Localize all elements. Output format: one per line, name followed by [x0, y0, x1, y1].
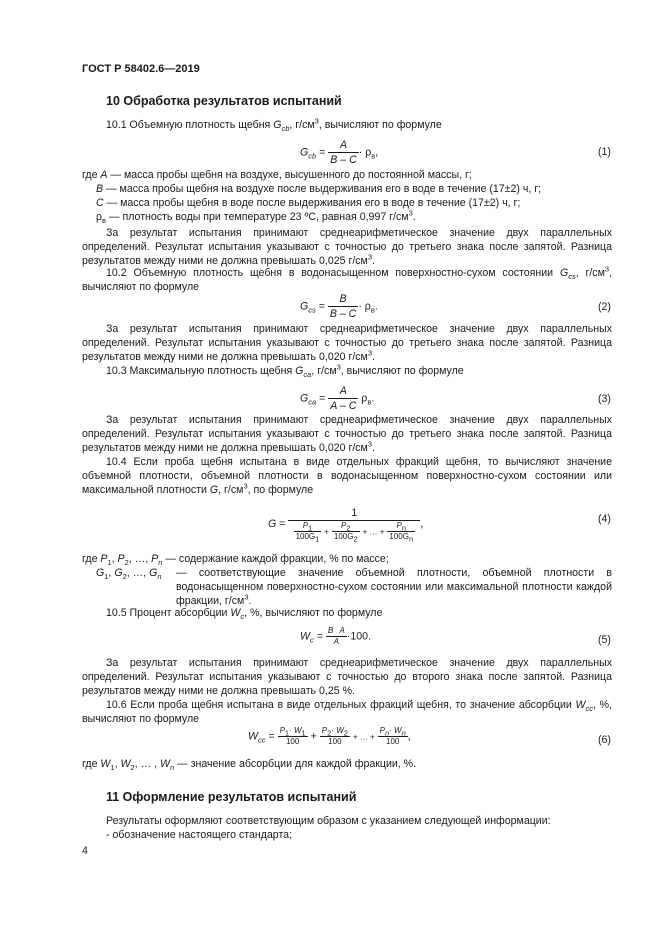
- result-paragraph-3: За результат испытания принимают среднеарифметическое значение двух параллельных определений. Результат испытания указывают с точностью до третьего знака после запятой. Разница результатов между ними не должна превышать 0,020 $г/см^3$.: [82, 414, 612, 454]
- formula-5: $W_c$ = $\frac{\text{B A}}{A}$ ·100.: [300, 626, 372, 646]
- formula-3-number: (3): [598, 393, 611, 405]
- formula-6-number: (6): [598, 734, 611, 746]
- result-paragraph-2: За результат испытания принимают среднеарифметическое значение двух параллельных определений. Результат испытания указывают с точностью до третьего знака после запятой. Разница результатов между ними не должна превышать 0,020 $г/см^3$.: [82, 323, 612, 363]
- formula-1-number: (1): [598, 146, 611, 158]
- where-4b-symbols: $G_1$, $G_2$, …, $G_n$: [96, 567, 162, 582]
- where-a: где A — масса пробы щебня на воздухе, высушенного до постоянной массы, г;: [82, 169, 472, 181]
- where-4b-text: — соответствующие значение объемной плотности, объемной плотности в водонасыщенном поверхностно-сухом состоянии или максимальной плотности каждой фракции, $г/см^3$.: [176, 567, 612, 607]
- where-4a: где $P_1$, $P_2$, …, $P_n$ — содержание каждой фракции, % по массе;: [82, 553, 389, 568]
- paragraph-10-6: 10.6 Если проба щебня испытана в виде отдельных фракций щебня, то значение абсорбции $W_{cc}$, %, вычисляют по формуле: [82, 699, 612, 725]
- paragraph-10-5: 10.5 Процент абсорбции $W_c$, %, вычисляют по формуле: [106, 607, 383, 622]
- result-paragraph-4: За результат испытания принимают среднеарифметическое значение двух параллельных определений. Результат испытания указывают с точностью до второго знака после запятой. Разница результатов между ними не должна превышать 0,25 %.: [82, 657, 612, 697]
- section-11-intro: Результаты оформляют соответствующим образом с указанием следующей информации:: [106, 815, 551, 827]
- where-b: B — масса пробы щебня на воздухе после выдерживания его в воде в течение (17±2) ч, г;: [96, 183, 542, 195]
- where-rho: $\rho_в$ — плотность воды при температуре 23 ºС, равная 0,997 $г/см^3$.: [96, 208, 416, 226]
- formula-3: $G_{са}$ = $\frac{A}{A - C}$ $\rho_в$.: [300, 385, 375, 412]
- page-header: ГОСТ Р 58402.6—2019: [82, 63, 200, 75]
- page-number: 4: [82, 845, 88, 857]
- where-c: C — масса пробы щебня в воде после выдерживания его в воде в течение (17±2) ч, г;: [96, 197, 521, 209]
- result-paragraph-1: За результат испытания принимают среднеарифметическое значение двух параллельных определений. Результат испытания указывают с точностью до третьего знака после запятой. Разница результатов между ними не должна превышать 0,025 $г/см^3$.: [82, 227, 612, 267]
- formula-5-number: (5): [598, 634, 611, 646]
- formula-4: G = 1 $\frac{P_1}{100G_1}$ + $\frac{P_2}{100G_2}$ + … + $\frac{P_n}{100G_n}$ ,: [268, 507, 424, 544]
- where-6: где $W_1$, $W_2$, … , $W_n$ — значение абсорбции для каждой фракции, %.: [82, 758, 417, 773]
- formula-2: $G_{cs}$ = $\frac{B}{B - C}$ · $\rho_в$.: [300, 293, 378, 320]
- section-11-item-1: - обозначение настоящего стандарта;: [106, 829, 293, 841]
- paragraph-10-4: 10.4 Если проба щебня испытана в виде отдельных фракций щебня, то вычисляют значение объемной плотности, объемной плотности в водонасыщенном поверхностно-сухом состоянии или максимальной плотности G, $г/см^3$, по формуле: [82, 456, 612, 496]
- formula-1: $G_{cb}$ = $\frac{A}{B - C}$ · $\rho_в$,: [300, 139, 379, 166]
- section-11-title: 11 Оформление результатов испытаний: [106, 790, 357, 804]
- formula-6: $W_{cc}$ = $\frac{P_1\cdot W_1}{100}$ + $\frac{P_2\cdot W_2}{100}$ + … + $\frac{P_n\cdot W_n}{100}$ ,: [248, 726, 411, 746]
- paragraph-10-2: 10.2 Объемную плотность щебня в водонасыщенном поверхностно-сухом состоянии $G_{cs}$, $г/см^3$, вычисляют по формуле: [82, 264, 612, 293]
- formula-2-number: (2): [598, 301, 611, 313]
- section-10-title: 10 Обработка результатов испытаний: [106, 94, 342, 108]
- paragraph-10-3: 10.3 Максимальную плотность щебня $G_{са}$, $г/см^3$, вычисляют по формуле: [106, 362, 464, 380]
- formula-4-number: (4): [598, 513, 611, 525]
- paragraph-10-1: 10.1 Объемную плотность щебня $G_{cb}$, $г/см^3$, вычисляют по формуле: [106, 116, 442, 134]
